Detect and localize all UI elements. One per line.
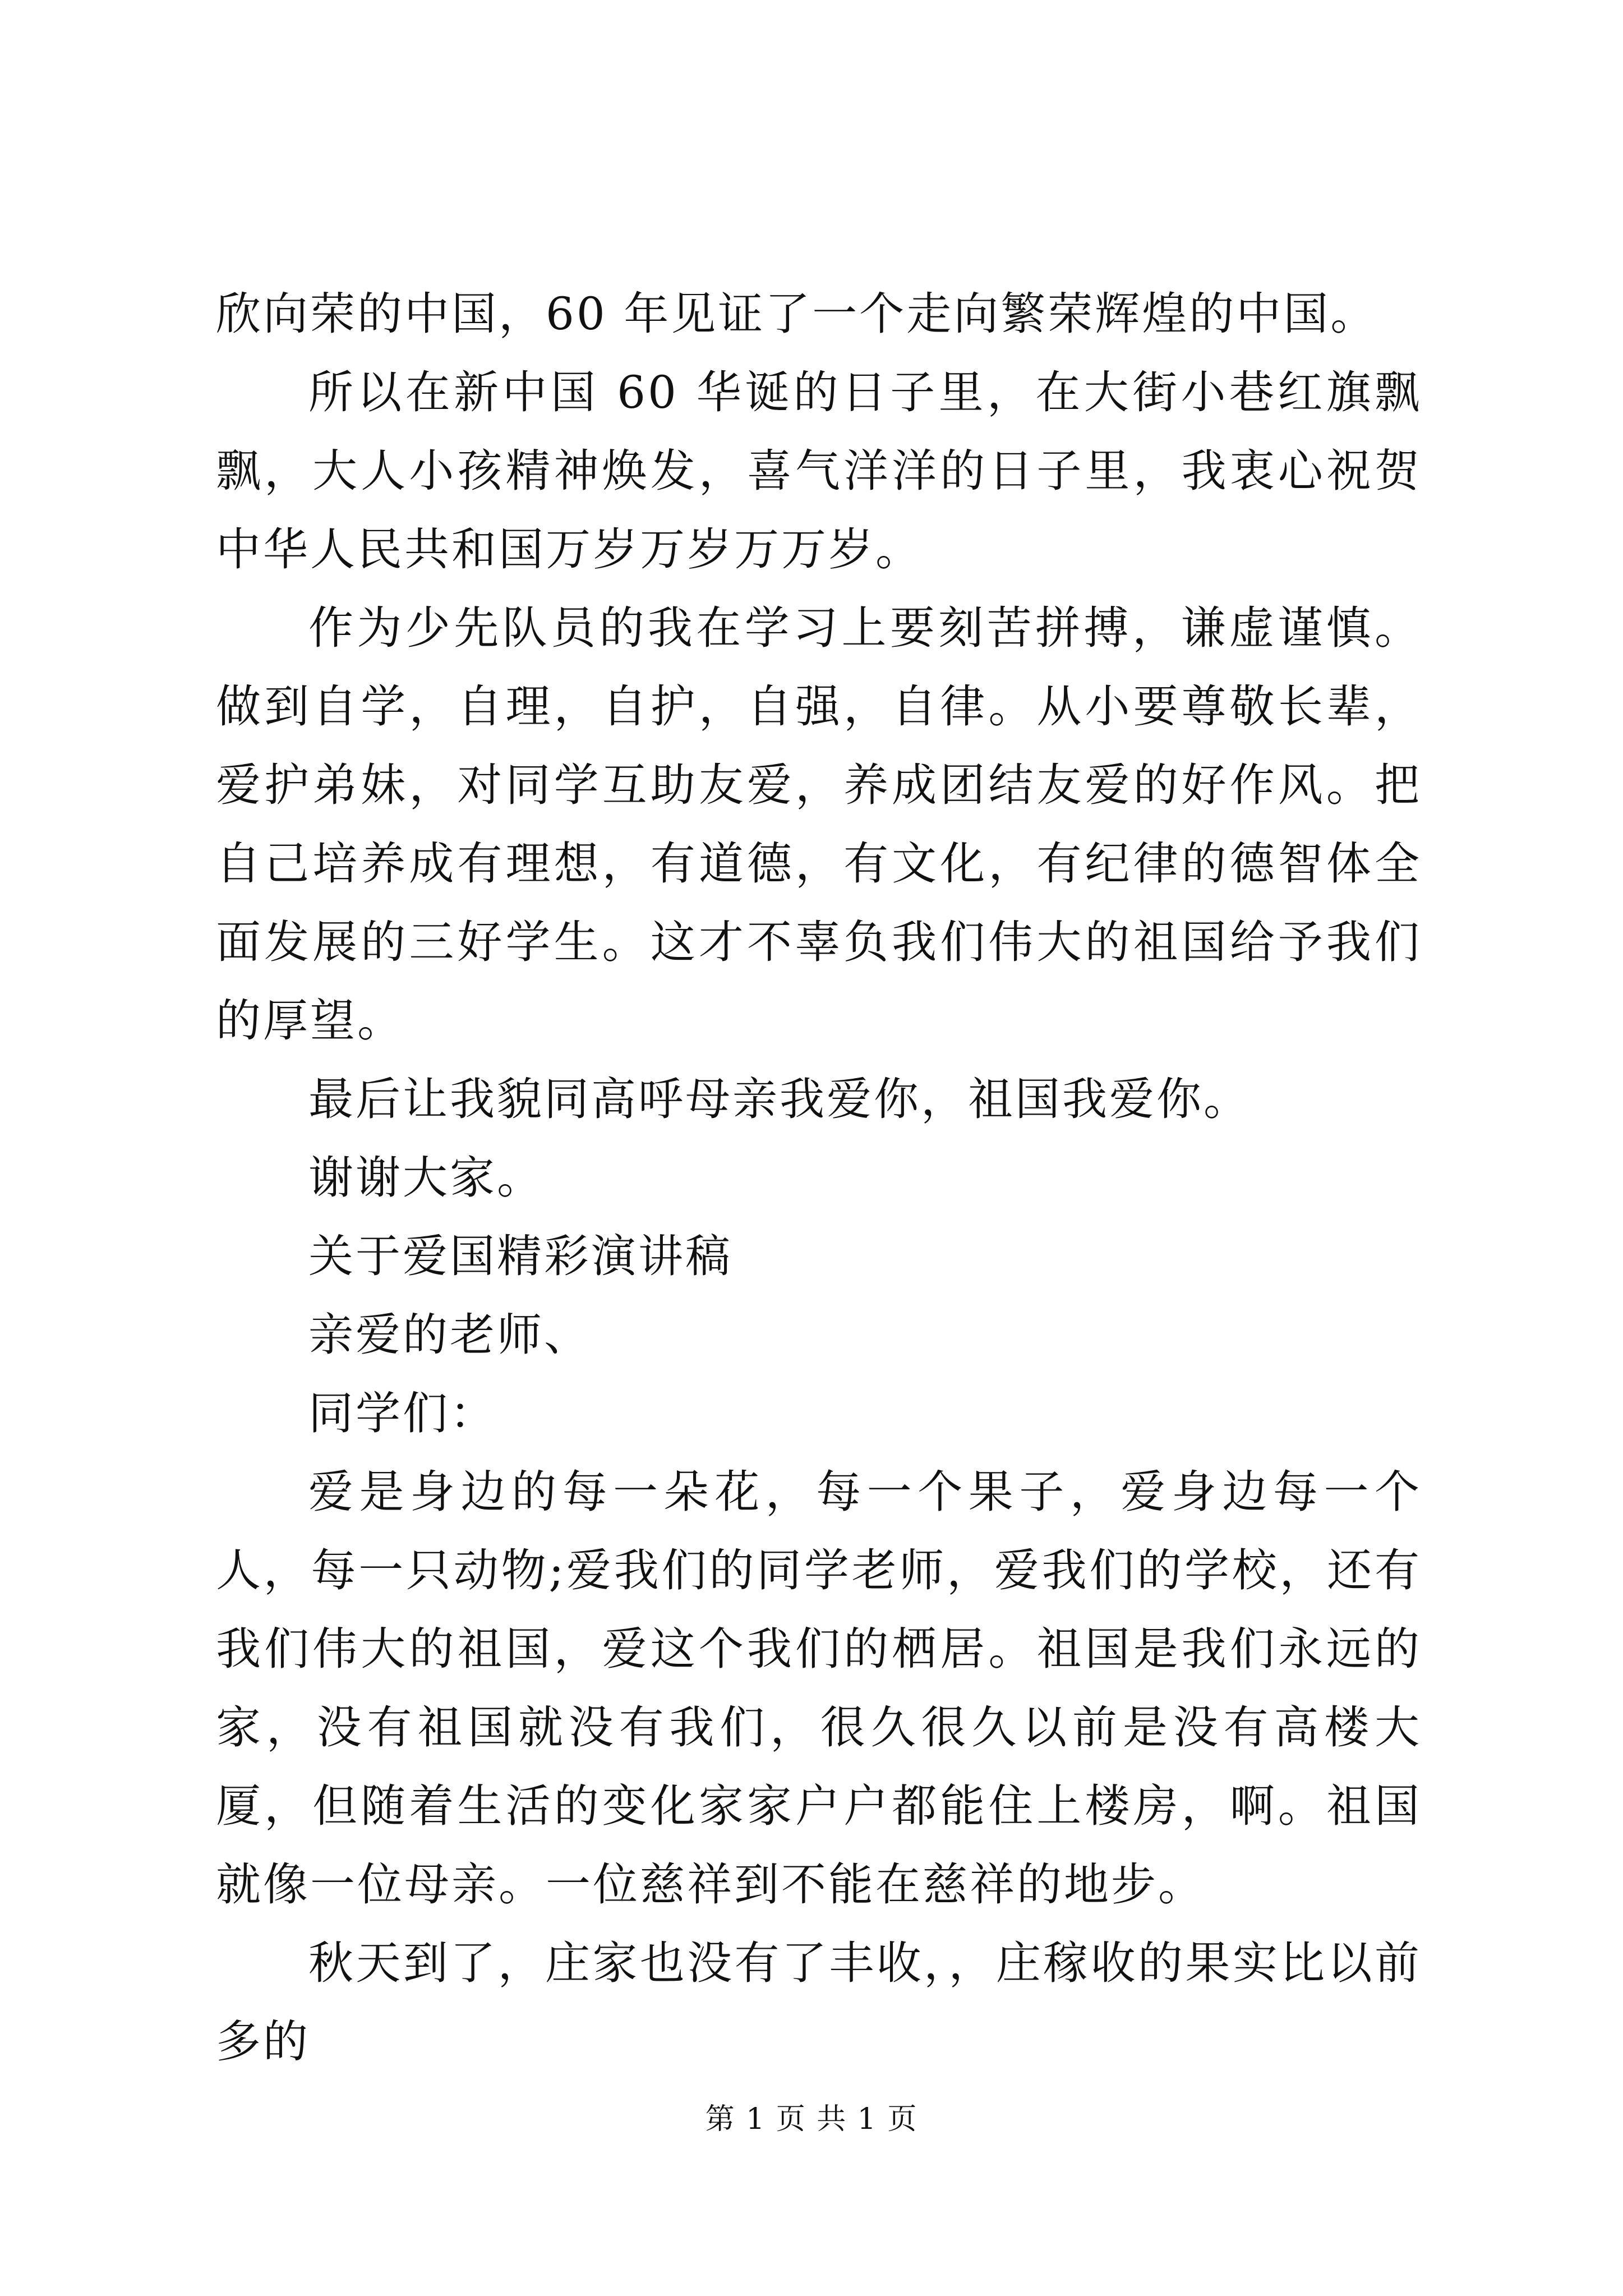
paragraph-1: 欣向荣的中国，60 年见证了一个走向繁荣辉煌的中国。 <box>216 288 1378 340</box>
paragraph-3: 作为少先队员的我在学习上要刻苦拼搏，谦虚谨慎。做到自学，自理，自护，自强，自律。从小要尊敬长辈，爱护弟妹，对同学互助友爱，养成团结友爱的好作风。把自己培养成有理想，有道德，有文化，有纪律的德智体全面发展的三好学生。这才不辜负我们伟大的祖国给予我们的厚望。 <box>216 602 1422 1047</box>
page-footer: 第 1 页 共 1 页 <box>705 2102 918 2136</box>
salutation-teachers: 亲爱的老师、 <box>308 1309 591 1361</box>
paragraph-2: 所以在新中国 60 华诞的日子里，在大街小巷红旗飘飘，大人小孩精神焕发，喜气洋洋的日子里，我衷心祝贺中华人民共和国万岁万岁万万岁。 <box>216 366 1422 576</box>
paragraph-9: 爱是身边的每一朵花，每一个果子，爱身边每一个人，每一只动物;爱我们的同学老师，爱我们的学校，还有我们伟大的祖国，爱这个我们的栖居。祖国是我们永远的家，没有祖国就没有我们，很久很久以前是没有高楼大厦，但随着生活的变化家家户户都能住上楼房，啊。祖国就像一位母亲。一位慈祥到不能在慈祥的地步。 <box>216 1466 1422 1911</box>
paragraph-4: 最后让我貌同高呼母亲我爱你，祖国我爱你。 <box>308 1073 1251 1125</box>
paragraph-10: 秋天到了，庄家也没有了丰收，，庄稼收的果实比以前多的 <box>216 1937 1422 2068</box>
speech-title: 关于爱国精彩演讲稿 <box>308 1230 732 1282</box>
salutation-students: 同学们： <box>308 1387 497 1439</box>
paragraph-5: 谢谢大家。 <box>308 1152 544 1204</box>
document-body <box>216 275 1422 2081</box>
